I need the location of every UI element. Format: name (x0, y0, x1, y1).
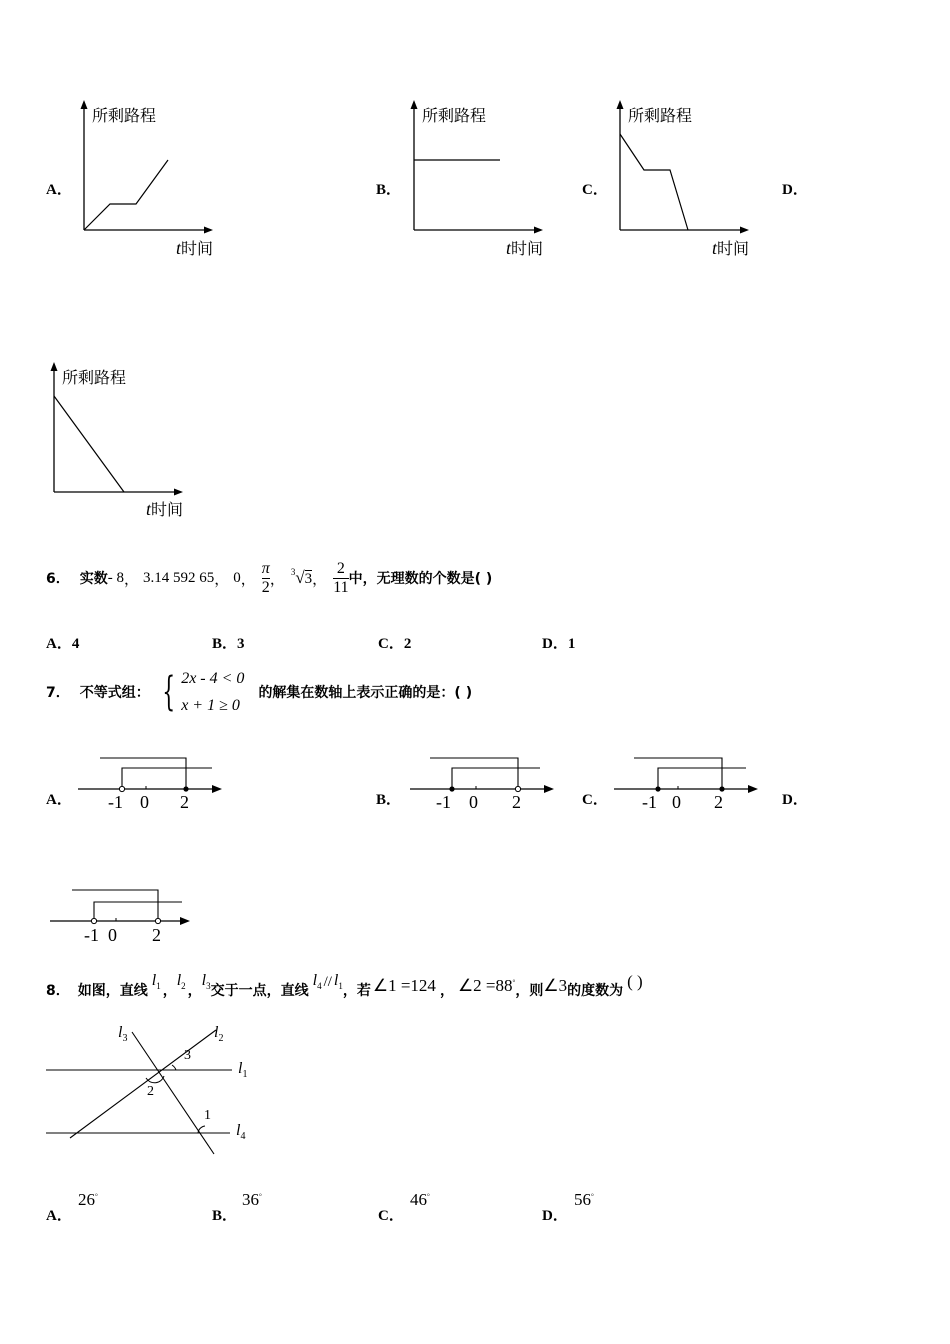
q5-c-y-label: 所剩路程 (628, 106, 693, 125)
q6-cube-root: $^3$√3 (290, 567, 313, 587)
q7-numberline-c[interactable] (612, 752, 762, 822)
q8-line-l3 (132, 1032, 214, 1154)
q8-number: 8． (46, 983, 70, 999)
q7-stem-end: 的解集在数轴上表示正确的是：( ) (258, 685, 473, 701)
q7-numberline-b[interactable] (408, 752, 558, 822)
q5-a-y-label: 所剩路程 (92, 106, 157, 125)
q6-stem (46, 548, 492, 608)
q7-c-tick-2: 2 (714, 792, 723, 812)
q7-a-tick-2: 2 (180, 792, 189, 812)
q7-option-b-label: B． (376, 792, 402, 808)
q8-l3: $l_3$ (201, 972, 211, 992)
q7-c-tick-0: 0 (672, 792, 681, 812)
q8-choice-a-value[interactable]: 26° (78, 1190, 98, 1209)
q8-fig-l4: $l_4$ (236, 1122, 246, 1143)
q7-b-tick-2: 2 (512, 792, 521, 812)
q8-fig-angle1: 1 (204, 1108, 211, 1123)
q7-numberline-d-svg (48, 884, 198, 954)
q6-stem-start: 实数 (79, 571, 108, 587)
q8-blank: ( ) (627, 972, 643, 991)
q8-stem: 8． 如图，直线 $l_1$ ， $l_2$ ， $l_3$ 交于一点，直线 $l_4$ // $l_1$ ，若 ∠1 =124 ， ∠2 =88° ，则 ∠3 的度数为 ( ) (46, 972, 643, 999)
q8-l2: $l_2$ (176, 972, 186, 992)
q8-choice-b-label[interactable]: B． (212, 1208, 238, 1224)
q6-stem-end: 中，无理数的个数是( ) (348, 571, 493, 587)
q7-b-tick-0: 0 (469, 792, 478, 812)
q8-fig-angle2: 2 (147, 1084, 154, 1099)
q5-c-x-label: t时间 (712, 238, 750, 258)
q6-sep4: ， (269, 571, 285, 588)
q8-l1: $l_1$ (151, 972, 161, 992)
q6-choice-b[interactable]: B．3 (212, 636, 245, 652)
q6-sep2: ， (214, 571, 230, 588)
q8-line-l2 (70, 1030, 216, 1138)
q7-numberline-a[interactable] (76, 752, 226, 822)
q5-d-y-label: 所剩路程 (62, 368, 127, 387)
q8-choice-b-value[interactable]: 36° (242, 1190, 262, 1209)
q6-pi-fraction: $\frac{\pi}{2}$ (261, 559, 270, 596)
q7-a-tick-neg1: -1 (108, 792, 123, 812)
q8-t3: ，若 (342, 983, 371, 999)
q7-numberline-c-svg (612, 752, 762, 822)
q8-t1: 如图，直线 (77, 983, 148, 999)
q6-choice-a[interactable]: A．4 (46, 636, 80, 652)
q6-n3: 0 (233, 569, 241, 586)
q8-angle2: ∠2 =88° (457, 976, 516, 995)
q7-brace: { (162, 669, 175, 715)
q6-sep1: ， (124, 571, 140, 588)
q7-stem-start: 不等式组： (79, 685, 150, 701)
q5-option-c-label: C． (582, 182, 608, 198)
q8-angle3: ∠3 (543, 976, 568, 995)
q6-two-elevenths: $\frac{2}{11}$ (333, 559, 349, 596)
q7-d-tick-0: 0 (108, 925, 117, 945)
q8-t5: 的度数为 (567, 983, 624, 999)
q7-d-tick-2: 2 (152, 925, 161, 945)
q7-stem (46, 662, 472, 722)
q8-choice-d-label[interactable]: D． (542, 1208, 568, 1224)
q6-n1: - 8 (107, 569, 124, 586)
q8-l4: $l_4$ (312, 972, 322, 992)
q5-graph-a-curve (84, 160, 168, 230)
q6-sep3: ， (240, 571, 256, 588)
q7-a-tick-0: 0 (140, 792, 149, 812)
q8-choice-c-label[interactable]: C． (378, 1208, 404, 1224)
q8-t2: 交于一点，直线 (210, 983, 309, 999)
q8-fig-angle3: 3 (184, 1048, 191, 1063)
q6-choice-d[interactable]: D．1 (542, 636, 576, 652)
q7-b-tick-neg1: -1 (436, 792, 451, 812)
q7-option-c-label: C． (582, 792, 608, 808)
q7-numberline-b-svg (408, 752, 558, 822)
q8-l1b: $l_1$ (333, 972, 343, 992)
q5-d-x-label: t时间 (146, 499, 184, 519)
q8-choice-d-value[interactable]: 56° (574, 1190, 594, 1209)
q6-number: 6． (46, 571, 70, 587)
q8-fig-l1: $l_1$ (238, 1060, 248, 1081)
q7-option-a-label: A． (46, 792, 72, 808)
q5-b-x-label: t时间 (506, 238, 544, 258)
q8-angle3-arc (172, 1065, 176, 1070)
q8-fig-l3: $l_3$ (118, 1024, 128, 1045)
q8-choice-c-value[interactable]: 46° (410, 1190, 430, 1209)
q7-c-tick-neg1: -1 (642, 792, 657, 812)
q5-b-y-label: 所剩路程 (422, 106, 487, 125)
q5-a-x-label: t时间 (176, 238, 214, 258)
q7-option-d-label: D． (782, 792, 808, 808)
q7-number: 7． (46, 685, 70, 701)
q7-numberline-d[interactable] (48, 884, 198, 954)
q6-n2: 3.14 592 65 (143, 569, 215, 586)
q6-choice-c[interactable]: C．2 (378, 636, 412, 652)
q7-system: 2x - 4 < 0 x + 1 ≥ 0 (181, 670, 245, 714)
q5-graph-d-curve (54, 396, 124, 492)
q7-numberline-a-svg (76, 752, 226, 822)
q5-option-b-label: B． (376, 182, 402, 198)
q5-option-d-label: D． (782, 182, 808, 198)
q5-graph-c-curve (620, 134, 688, 230)
q8-angle1: ∠1 =124 (372, 976, 436, 995)
q6-sep5: ， (312, 571, 328, 588)
q7-d-tick-neg1: -1 (84, 925, 99, 945)
q8-t4: ，则 (515, 983, 544, 999)
q8-parallel: // (323, 973, 332, 990)
q8-choice-a-label[interactable]: A． (46, 1208, 72, 1224)
q8-fig-l2: $l_2$ (214, 1024, 224, 1045)
q5-option-a-label: A． (46, 182, 72, 198)
